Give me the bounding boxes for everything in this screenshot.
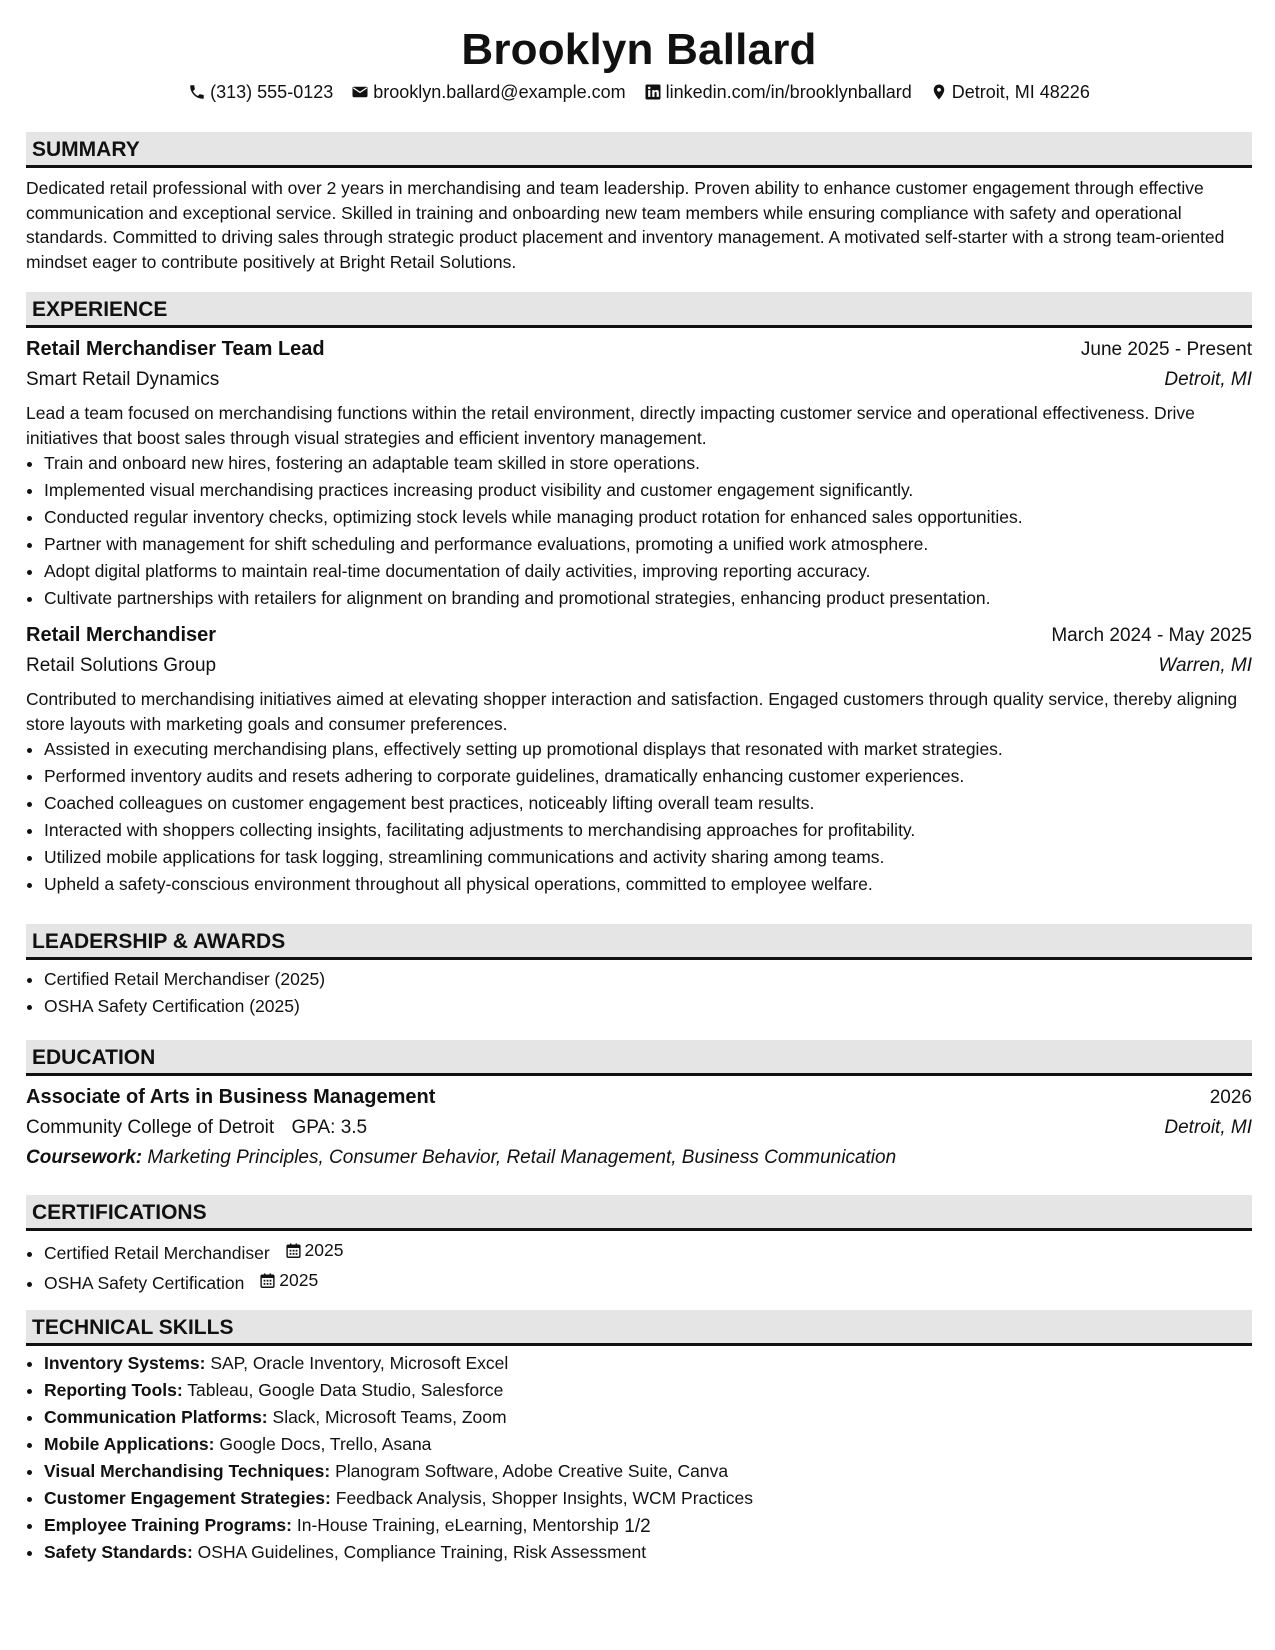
job-location: Warren, MI — [1158, 655, 1252, 676]
contact-linkedin[interactable]: linkedin.com/in/brooklynballard — [644, 80, 912, 104]
skill-item — [44, 1485, 1252, 1512]
summary-section — [26, 132, 1252, 274]
job-entry — [26, 334, 1252, 612]
list-item — [44, 1267, 1252, 1297]
skill-item — [44, 1350, 1252, 1377]
skill-values: Feedback Analysis, Shopper Insights, WCM Practices — [335, 1488, 754, 1508]
skill-values: Planogram Software, Adobe Creative Suite, Canva — [335, 1461, 729, 1481]
list-item: • Cultivate partnerships with retailers for alignment on branding and promotional strategies, enhancing product presentation. — [44, 585, 1252, 612]
section-heading: LEADERSHIP & AWARDS — [26, 924, 1252, 960]
contact-bar — [26, 80, 1252, 104]
job-entry — [26, 620, 1252, 898]
job-description: Contributed to merchandising initiatives aimed at elevating shopper interaction and satisfaction. Engaged customers through quality service, thereby aligning store layouts with marketing goals and consumer preferences. — [26, 689, 1238, 734]
list-item: • Partner with management for shift scheduling and performance evaluations, promoting a unified work atmosphere. — [44, 531, 1252, 558]
job-bullets — [26, 736, 1252, 898]
certification-name: Certified Retail Merchandiser — [44, 1243, 270, 1263]
certifications-section — [26, 1195, 1252, 1297]
job-title: Retail Merchandiser — [26, 624, 217, 646]
page-number: 1/2 — [624, 1516, 651, 1537]
skill-values: Slack, Microsoft Teams, Zoom — [272, 1407, 507, 1427]
certification-year: 2025 — [304, 1240, 344, 1260]
skill-values: Google Docs, Trello, Asana — [219, 1434, 432, 1454]
skill-item — [44, 1458, 1252, 1485]
list-item: • Interacted with shoppers collecting insights, facilitating adjustments to merchandising approaches for profitability. — [44, 817, 1252, 844]
skill-category: Customer Engagement Strategies: — [44, 1488, 331, 1508]
list-item: • Certified Retail Merchandiser (2025) — [44, 966, 1252, 993]
envelope-icon — [351, 83, 369, 101]
skill-category: Communication Platforms: — [44, 1407, 268, 1427]
list-item: • Assisted in executing merchandising plans, effectively setting up promotional displays that resonated with market strategies. — [44, 736, 1252, 763]
calendar-icon — [285, 1242, 302, 1259]
list-item: • Conducted regular inventory checks, optimizing stock levels while managing product rotation for enhanced sales opportunities. — [44, 504, 1252, 531]
contact-phone[interactable]: (313) 555-0123 — [188, 80, 333, 104]
phone-icon — [188, 83, 206, 101]
job-company: Smart Retail Dynamics — [26, 369, 220, 390]
section-heading: EDUCATION — [26, 1040, 1252, 1076]
list-item: • Train and onboard new hires, fostering an adaptable team skilled in store operations. — [44, 450, 1252, 477]
coursework-list: Marketing Principles, Consumer Behavior, Retail Management, Business Communication — [147, 1147, 897, 1168]
graduation-year: 2026 — [1209, 1087, 1252, 1108]
calendar-icon — [259, 1272, 276, 1289]
contact-email[interactable]: brooklyn.ballard@example.com — [351, 80, 625, 104]
coursework-label: Coursework: — [26, 1147, 143, 1168]
list-item: • Adopt digital platforms to maintain real-time documentation of daily activities, improving reporting accuracy. — [44, 558, 1252, 585]
skill-category: Safety Standards: — [44, 1542, 193, 1562]
job-company: Retail Solutions Group — [26, 655, 217, 676]
coursework — [26, 1143, 1252, 1173]
skill-item — [44, 1431, 1252, 1458]
skill-item — [44, 1377, 1252, 1404]
section-heading: SUMMARY — [26, 132, 1252, 168]
job-description: Lead a team focused on merchandising functions within the retail environment, directly impacting customer service and operational effectiveness. Drive initiatives that boost sales through visual strategies and efficient inventory management. — [26, 403, 1195, 448]
map-pin-icon — [930, 83, 948, 101]
list-item: • Performed inventory audits and resets adhering to corporate guidelines, dramatically enhancing customer experiences. — [44, 763, 1252, 790]
skill-category: Reporting Tools: — [44, 1380, 183, 1400]
job-bullets — [26, 450, 1252, 612]
job-dates: March 2024 - May 2025 — [1051, 625, 1252, 646]
school-location: Detroit, MI — [1164, 1117, 1252, 1138]
job-title: Retail Merchandiser Team Lead — [26, 338, 325, 360]
experience-section — [26, 292, 1252, 898]
section-heading: EXPERIENCE — [26, 292, 1252, 328]
certification-name: OSHA Safety Certification — [44, 1273, 245, 1293]
school-name: Community College of Detroit — [26, 1117, 275, 1138]
skill-category: Inventory Systems: — [44, 1353, 206, 1373]
section-heading: TECHNICAL SKILLS — [26, 1310, 1252, 1346]
contact-location: Detroit, MI 48226 — [930, 80, 1090, 104]
skill-values: In-House Training, eLearning, Mentorship — [296, 1515, 619, 1535]
list-item: • Coached colleagues on customer engagement best practices, noticeably lifting overall team results. — [44, 790, 1252, 817]
leadership-section — [26, 924, 1252, 1020]
summary-text: Dedicated retail professional with over 2 years in merchandising and team leadership. Proven ability to enhance customer engagement through effective communication and exceptional service. Skilled in training and onboarding new team members while ensuring compliance with safety and operational standards. Committed to driving sales through strategic product placement and inventory management. A motivated self-starter with a strong team-oriented mindset eager to contribute positively at Bright Retail Solutions. — [26, 178, 1225, 272]
job-location: Detroit, MI — [1164, 369, 1252, 390]
certifications-list — [26, 1237, 1252, 1297]
gpa: GPA: 3.5 — [291, 1117, 368, 1138]
job-dates: June 2025 - Present — [1080, 339, 1252, 360]
section-heading: CERTIFICATIONS — [26, 1195, 1252, 1231]
skill-item — [44, 1404, 1252, 1431]
list-item: • OSHA Safety Certification (2025) — [44, 993, 1252, 1020]
skill-category: Mobile Applications: — [44, 1434, 215, 1454]
skill-item — [44, 1539, 1252, 1566]
linkedin-icon — [644, 83, 662, 101]
list-item: • Utilized mobile applications for task logging, streamlining communications and activity sharing among teams. — [44, 844, 1252, 871]
certification-year: 2025 — [279, 1270, 319, 1290]
leadership-list — [26, 966, 1252, 1020]
resume-page — [26, 0, 1252, 1562]
skill-category: Employee Training Programs: — [44, 1515, 292, 1535]
skill-values: SAP, Oracle Inventory, Microsoft Excel — [210, 1353, 509, 1373]
skill-category: Visual Merchandising Techniques: — [44, 1461, 331, 1481]
skill-values: Tableau, Google Data Studio, Salesforce — [187, 1380, 504, 1400]
list-item: • Upheld a safety-conscious environment throughout all physical operations, committed to employee welfare. — [44, 871, 1252, 898]
candidate-name: Brooklyn Ballard — [461, 25, 817, 74]
degree: Associate of Arts in Business Management — [26, 1086, 436, 1108]
skill-values: OSHA Guidelines, Compliance Training, Risk Assessment — [197, 1542, 647, 1562]
list-item — [44, 1237, 1252, 1267]
education-section — [26, 1040, 1252, 1173]
list-item: • Implemented visual merchandising practices increasing product visibility and customer engagement significantly. — [44, 477, 1252, 504]
